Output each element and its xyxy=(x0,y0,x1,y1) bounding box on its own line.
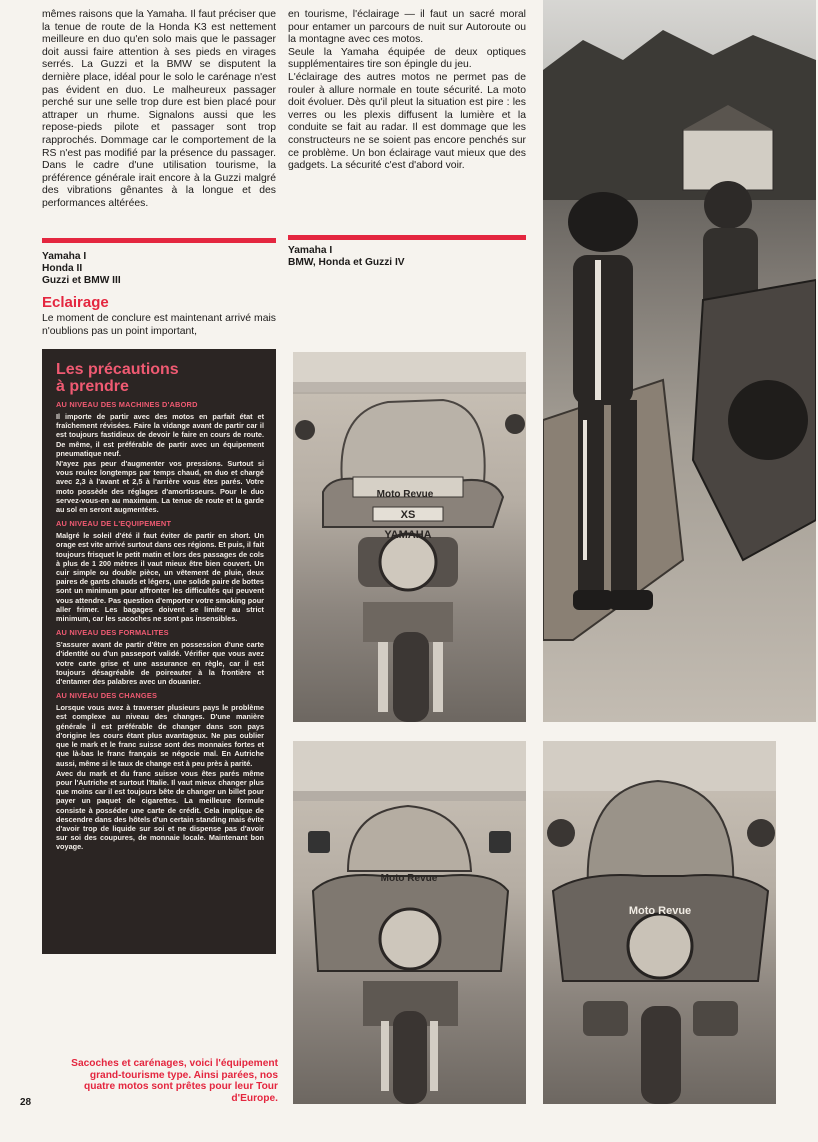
result-line: Yamaha I xyxy=(288,245,333,256)
box-title-line: à prendre xyxy=(56,378,129,395)
box-heading: AU NIVEAU DE L'EQUIPEMENT xyxy=(56,519,172,529)
result-line: Honda II xyxy=(42,263,83,275)
riders-illustration xyxy=(543,0,816,722)
screen-decal-text: Moto Revue xyxy=(628,905,692,917)
box-heading: AU NIVEAU DES CHANGES xyxy=(56,691,158,701)
brand-name-text: YAMAHA xyxy=(384,529,432,541)
article-paragraph: Seule la Yamaha équipée de deux optiques supplémentaires tire son épingle du jeu. xyxy=(288,46,526,71)
red-divider xyxy=(288,235,526,240)
red-divider xyxy=(42,238,276,243)
motorcycle-illustration xyxy=(293,741,526,1104)
box-paragraph: S'assurer avant de partir d'être en possession d'une carte d'identité ou d'un passeport validé. Vérifier que vous avez votre carte grise et une assurance en règle, car il est toujours désagréable de poireauter à la frontière et d'entamer des palabres avec un douanier. xyxy=(56,640,264,687)
result-line: Yamaha I xyxy=(42,251,87,262)
photo-caption: Sacoches et carénages, voici l'équipement grand-tourisme type. Ainsi parées, nos quatre motos sont prêtes pour leur Tour d'Europe. xyxy=(71,1058,278,1104)
box-paragraph: Il importe de partir avec des motos en parfait état et fraîchement révisées. Faire la vidange avant de partir car il est toujours fastidieux de devoir le faire en cours de route. De même, il est préférable de partir avec un équipement pneumatique neuf. xyxy=(56,412,264,458)
photo-yamaha-front xyxy=(293,352,526,722)
photo-honda-front xyxy=(293,741,526,1104)
precautions-box xyxy=(42,349,276,954)
screen-decal-text: Moto Revue xyxy=(380,873,438,884)
result-line: Guzzi et BMW III xyxy=(42,275,121,287)
photo-riders-standing xyxy=(543,0,816,722)
article-column-1 xyxy=(42,9,276,211)
box-paragraph: N'ayez pas peur d'augmenter vos pressions. Surtout si vous roulez longtemps par temps chaud, en duo et chargé avec 2,3 à l'avant et 2,5 à l'arrière vous êtes parés. Votre moto possède des réglages d'amortisseurs. Pour le duo servez-vous-en au maximum. La tenue de route et la garde au sol en seront augmentées. xyxy=(56,459,264,515)
article-paragraph: L'éclairage des autres motos ne permet pas de rouler à allure normale en toute sécurité. La moto doit évoluer. Dès qu'il pleut la situation est pire : les verres ou les plexis diffusent la lumière et la conduite se fait au radar. Il est dommage que les constructeurs ne se soient pas encore penchés sur ce problème. Un bon éclairage vaut mieux que des gadgets. La sécurité c'est d'abord voir. xyxy=(288,71,526,172)
article-paragraph: mêmes raisons que la Yamaha. Il faut préciser que la tenue de route de la Honda K3 est nettement meilleure en duo qu'en solo mais que le passager doit aussi faire attention à ses pieds en virages serrés. La Guzzi et la BMW se disputent la dernière place, idéal pour le solo le carénage n'est pas évident en duo. Le malheureux passager perché sur une selle trop dure est bien placé pour attraper un rhume. Signalons aussi que les repose-pieds pilote et passager sont trop rapprochés. Dommage car le comportement de la RS n'est pas modifié par la présence du passager. Dans le cadre d'une utilisation tourisme, la préférence générale irait encore à la Guzzi malgré des vibrations gênantes à la longue et des performances altérées. xyxy=(42,9,276,209)
model-badge-text: XS xyxy=(400,509,416,521)
photo-bmw-front xyxy=(543,741,776,1104)
section-title-eclairage: Eclairage xyxy=(42,294,109,311)
box-paragraph: Avec du mark et du franc suisse vous êtes parés même pour l'Autriche et surtout l'Italie. Il vaut mieux changer plus que moins car il est toujours bête de changer un billet pour payer un paquet de cigarettes. La meilleure formule consiste à posséder une carte de crédit. Cela implique de descendre dans des hôtels d'un certain standing mais évite d'avoir trop de liquide sur soi et ne dispense pas d'avoir sur soi des coupures, de monnaie locale. Maintenant bon voyage. xyxy=(56,768,264,852)
article-column-2 xyxy=(288,9,526,173)
box-paragraph: Lorsque vous avez à traverser plusieurs pays le problème est complexe au niveau des changes. D'une manière générale il est préférable de changer dans son pays d'origine les cours étant plus avantageux. Ne pas oublier que le mark et le franc suisse sont des monnaies fortes et que là-bas le franc français se négocie mal. En Autriche aussi, même si le taux de change est à peu près à parité. xyxy=(56,703,264,768)
box-title xyxy=(56,361,264,395)
eclairage-paragraph: Le moment de conclure est maintenant arrivé mais n'oublions pas un point important, xyxy=(42,313,276,337)
motorcycle-illustration xyxy=(293,352,526,722)
screen-decal-text: Moto Revue xyxy=(376,489,434,500)
result-line: BMW, Honda et Guzzi IV xyxy=(288,257,405,269)
box-paragraph: Malgré le soleil d'été il faut éviter de partir en short. Un orage est vite arrivé surtout dans ces régions. Et puis, il fait toujours frisquet le petit matin et lors des passages de cols à plus de 1 200 mètres il vaut mieux être bien couvert. Un cuir simple ou double pièce, un vêtement de pluie, deux paires de gants chauds et légers, une solide paire de bottes sont un minimum pour affronter les difficultés qui peuvent vous attendre. Pas question d'emporter votre smoking pour aller frimer. Les bagages doivent se limiter au strict minimum, car les sacoches ne sont pas insensibles. xyxy=(56,531,264,624)
box-heading: AU NIVEAU DES FORMALITES xyxy=(56,628,169,638)
box-title-line: Les précautions xyxy=(56,361,179,378)
results-list-right xyxy=(288,245,405,269)
motorcycle-illustration xyxy=(543,741,776,1104)
results-list-left xyxy=(42,251,121,288)
page-number: 28 xyxy=(20,1097,32,1108)
box-heading: AU NIVEAU DES MACHINES D'ABORD xyxy=(56,400,198,409)
article-paragraph: en tourisme, l'éclairage — il faut un sacré moral pour entamer un parcours de nuit sur Autoroute ou la montagne avec ces motos. xyxy=(288,9,526,46)
